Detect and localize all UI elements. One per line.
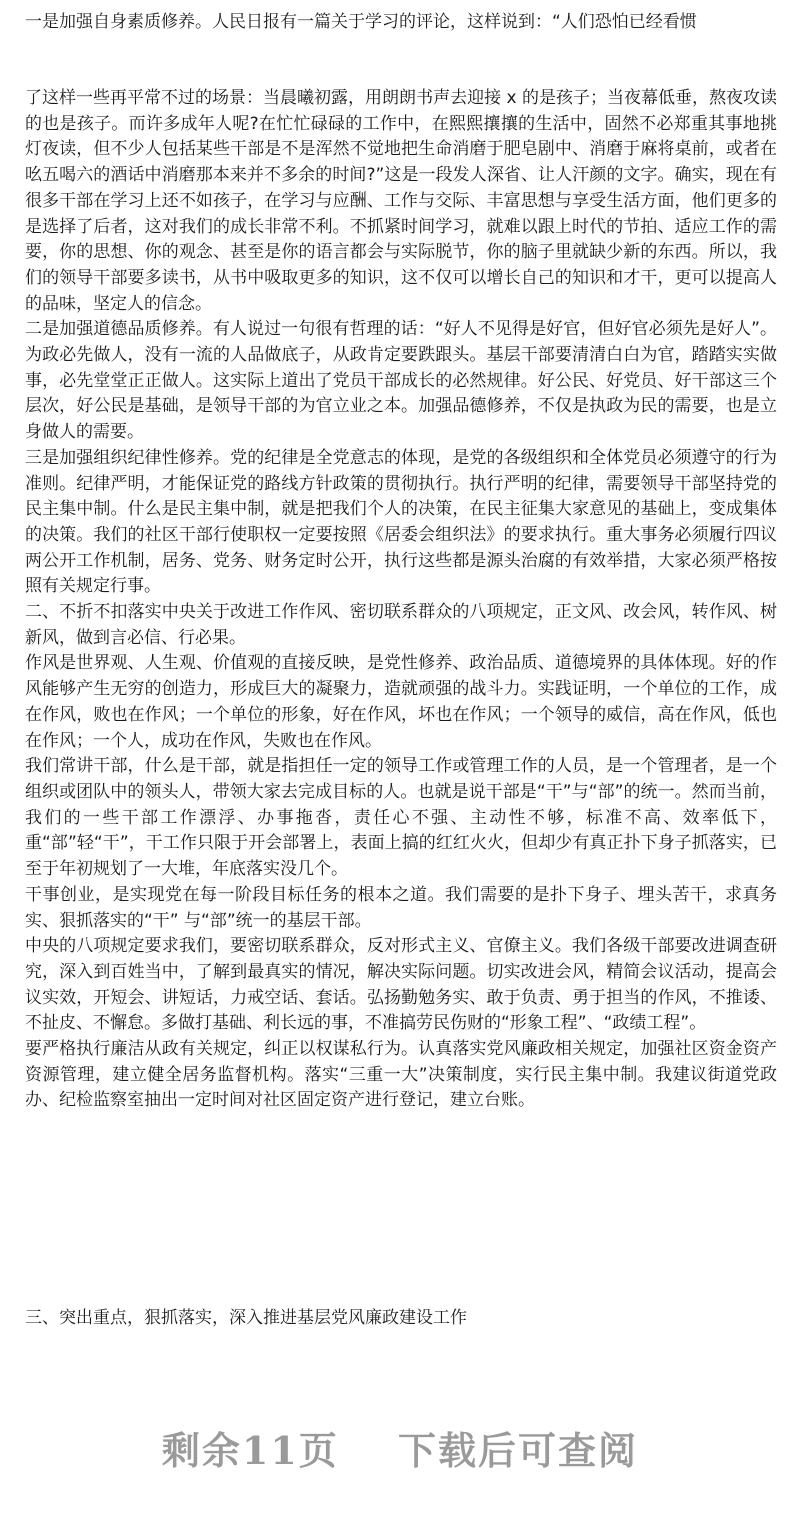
download-hint-label: 下载后可查阅: [398, 1428, 639, 1473]
section-heading: 三、突出重点，狠抓落实，深入推进基层党风廉政建设工作: [25, 1308, 467, 1328]
paragraph: 二、不折不扣落实中央关于改进工作作风、密切联系群众的八项规定，正文风、改会风，转作风、树新风，做到言必信、行必果。: [25, 602, 777, 648]
remaining-pages-label: 剩余11页: [161, 1428, 339, 1473]
document-body: [25, 86, 777, 1114]
opening-line: 一是加强自身素质修养。人民日报有一篇关于学习的评论，这样说到：“人们恐怕已经看惯: [25, 12, 697, 32]
paragraph: 三是加强组织纪律性修养。党的纪律是全党意志的体现，是党的各级组织和全体党员必须遵守的行为准则。纪律严明，才能保证党的路线方针政策的贯彻执行。执行严明的纪律，需要领导干部坚持党的民主集中制。什么是民主集中制，就是把我们个人的决策，在民主征集大家意见的基础上，变成集体的决策。我们的社区干部行使职权一定要按照《居委会组织法》的要求执行。重大事务必须履行四议两公开工作机制，居务、党务、财务定时公开，执行这些都是源头治腐的有效举措，大家必须严格按照有关规定行事。: [25, 447, 777, 597]
paragraph: 了这样一些再平常不过的场景：当晨曦初露，用朗朗书声去迎接 x 的是孩子；当夜幕低垂，熬夜攻读的也是孩子。而许多成年人呢?在忙忙碌碌的工作中，在熙熙攘攘的生活中，固然不必郑重其事地挑灯夜读，但不少人包括某些干部是不是浑然不觉地把生命消磨于肥皂剧中、消磨于麻将桌前，或者在吆五喝六的酒话中消磨那本来并不多余的时间?”这是一段发人深省、让人汗颜的文字。确实，现在有很多干部在学习上还不如孩子，在学习与应酬、工作与交际、丰富思想与享受生活方面，他们更多的是选择了后者，这对我们的成长非常不利。不抓紧时间学习，就难以跟上时代的节拍、适应工作的需要，你的思想、你的观念、甚至是你的语言都会与实际脱节，你的脑子里就缺少新的东西。所以，我们的领导干部要多读书，从书中吸取更多的知识，这不仅可以增长自己的知识和才干，更可以提高人的品味，坚定人的信念。: [25, 88, 777, 314]
paragraph: 干事创业，是实现党在每一阶段目标任务的根本之道。我们需要的是扑下身子、埋头苦干，求真务实、狠抓落实的“干” 与“部”统一的基层干部。: [25, 884, 777, 931]
paragraph: 我们常讲干部，什么是干部，就是指担任一定的领导工作或管理工作的人员，是一个管理者，是一个组织或团队中的领头人，带领大家去完成目标的人。也就是说干部是“干”与“部”的统一。然而当前，我们的一些干部工作漂浮、办事拖沓，责任心不强、主动性不够，标准不高、效率低下，重“部”轻“干”，干工作只限于开会部署上，表面上搞的红红火火，但却少有真正扑下身子抓落实，已至于年初规划了一大堆，年底落实没几个。: [25, 756, 777, 880]
paragraph: 二是加强道德品质修养。有人说过一句很有哲理的话：“好人不见得是好官，但好官必须先是好人”。为政必先做人，没有一流的人品做底子，从政肯定要跌跟头。基层干部要清清白白为官，踏踏实实做事，必先堂堂正正做人。这实际上道出了党员干部成长的必然规律。好公民、好党员、好干部这三个层次，好公民是基础，是领导干部的为官立业之本。加强品德修养，不仅是执政为民的需要，也是立身做人的需要。: [25, 319, 777, 443]
paragraph: 中央的八项规定要求我们，要密切联系群众，反对形式主义、官僚主义。我们各级干部要改进调查研究，深入到百姓当中，了解到最真实的情况，解决实际问题。切实改进会风，精简会议活动，提高会议实效，开短会、讲短话，力戒空话、套话。弘扬勤勉务实、敢于负责、勇于担当的作风，不推诿、不扯皮、不懈怠。多做打基础、利长远的事，不准搞劳民伤财的“形象工程”、“政绩工程”。: [25, 936, 777, 1034]
download-banner[interactable]: [0, 1420, 800, 1475]
paragraph: 要严格执行廉洁从政有关规定，纠正以权谋私行为。认真落实党风廉政相关规定，加强社区资金资产资源管理，建立健全居务监督机构。落实“三重一大”决策制度，实行民主集中制。我建议街道党政办、纪检监察室抽出一定时间对社区固定资产进行登记，建立台账。: [25, 1039, 777, 1111]
paragraph: 作风是世界观、人生观、价值观的直接反映，是党性修养、政治品质、道德境界的具体体现。好的作风能够产生无穷的创造力，形成巨大的凝聚力，造就顽强的战斗力。实践证明，一个单位的工作，成在作风，败也在作风；一个单位的形象，好在作风，坏也在作风；一个领导的威信，高在作风，低也在作风；一个人，成功在作风，失败也在作风。: [25, 653, 777, 751]
